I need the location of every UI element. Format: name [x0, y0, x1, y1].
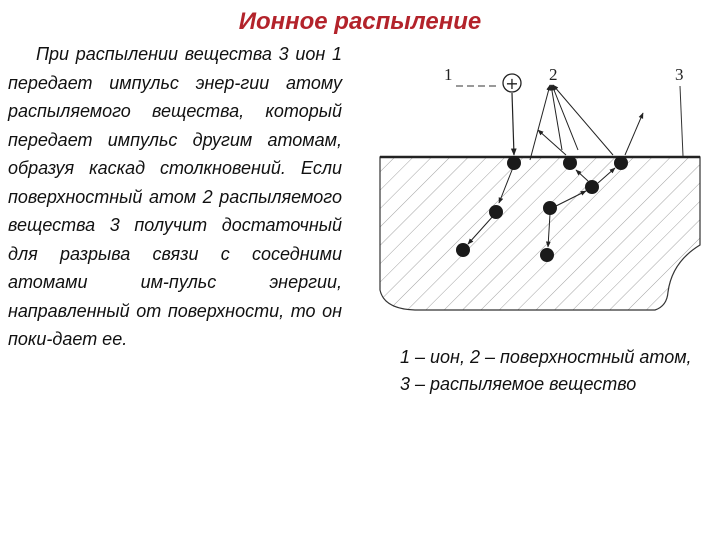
ejection-arrow-2: [551, 85, 562, 150]
ejection-arrow-4: [553, 85, 613, 155]
leader-line-3: [680, 86, 683, 156]
ion-trajectory: [512, 93, 514, 155]
atom-surface-1: [507, 156, 521, 170]
atom-cascade-5: [540, 248, 554, 262]
ejection-arrow-1: [530, 85, 550, 160]
atom-cascade-4: [456, 243, 470, 257]
atom-surface-2: [563, 156, 577, 170]
ejection-arrow-3: [552, 85, 578, 150]
ejection-arrow-6: [538, 130, 566, 155]
body-paragraph: При распылении вещества 3 ион 1 передает импульс энер-гии атому распыляемого вещества, который передает импульс другим атомам, образуя каскад столкновений. Если поверхностный атом 2 распыляемого вещества 3 получит достаточный для разрыва связи с соседними атомами им-пульс энергии, направленный от поверхности, то он поки-дает ее.: [8, 44, 342, 349]
label-surface-atom-number: 2: [549, 65, 558, 84]
slide-title: Ионное распыление: [238, 8, 482, 35]
ion-plus-sign: +: [505, 74, 519, 93]
atom-surface-3: [614, 156, 628, 170]
substance-body: [380, 157, 700, 310]
diagram-caption: 1 – ион, 2 – поверхностный атом, 3 – распыляемое вещество: [400, 347, 692, 394]
ejection-arrow-5: [625, 113, 643, 155]
label-ion-number: 1: [444, 65, 453, 84]
atom-cascade-1: [585, 180, 599, 194]
atom-cascade-3: [543, 201, 557, 215]
label-substance-number: 3: [675, 65, 684, 84]
atom-cascade-2: [489, 205, 503, 219]
